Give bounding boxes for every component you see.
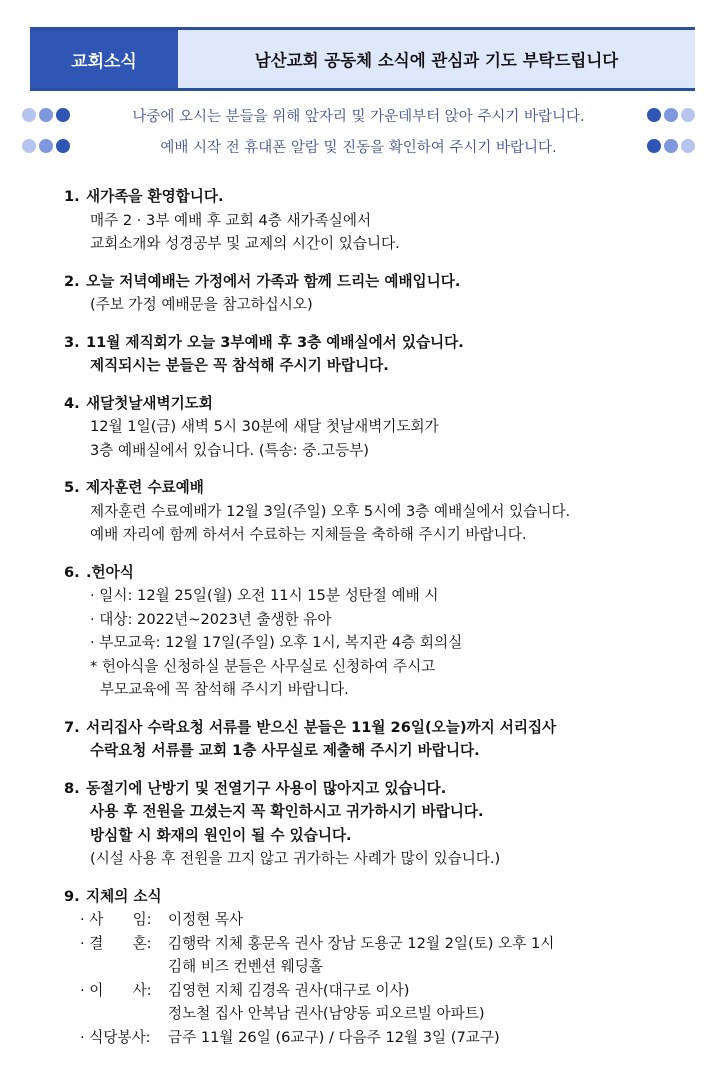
notice-row [22,135,695,157]
item-text: (주보 가정 예배문을 참고하십시오) [90,296,313,313]
header-banner [30,27,695,91]
news-row [64,1026,684,1050]
news-value: 금주 11월 26일 (6교구) / 다음주 12월 3일 (7교구) [168,1028,500,1046]
announcement-item [64,392,684,463]
item-text: * 헌아식을 신청하실 분들은 사무실로 신청하여 주시고 [90,657,436,675]
announcement-item [64,185,684,256]
announcement-item [64,331,684,378]
item-number: 1. [64,188,80,205]
item-text: · 대상: 2022년~2023년 출생한 유아 [90,610,332,628]
item-text: 교회소개와 성경공부 및 교제의 시간이 있습니다. [90,235,400,252]
news-row [64,932,684,956]
item-number: 9. [64,887,80,905]
item-number: 8. [64,779,80,797]
dots-left-icon [22,108,74,122]
item-text: · 일시: 12월 25일(월) 오전 11시 15분 성탄절 예배 시 [90,587,439,604]
item-title: 동절기에 난방기 및 전열기구 사용이 많아지고 있습니다. [86,779,447,797]
item-title: 지체의 소식 [86,887,162,905]
announcement-item [64,270,684,317]
item-text: 매주 2 · 3부 예배 후 교회 4층 새가족실에서 [90,211,372,229]
news-value: 김행락 지체 홍문옥 권사 장남 도용군 12월 2일(토) 오후 1시 [168,934,555,952]
news-label: · 사 임: [80,911,152,928]
item-text: 부모교육에 꼭 참석해 주시기 바랍니다. [100,681,349,698]
item-text: 예배 자리에 함께 하셔서 수료하는 지체들을 축하해 주시기 바랍니다. [90,526,527,543]
item-number: 5. [64,479,80,496]
item-title: 오늘 저녁예배는 가정에서 가족과 함께 드리는 예배입니다. [86,272,461,290]
notice-row [22,104,695,126]
item-text: 12월 1일(금) 새벽 5시 30분에 새달 첫날새벽기도회가 [90,418,439,435]
header-title: 남산교회 공동체 소식에 관심과 기도 부탁드립니다 [178,30,695,88]
news-continuation: 김해 비즈 컨벤션 웨딩홀 [168,958,323,975]
item-text: · 부모교육: 12월 17일(주일) 오후 1시, 복지관 4층 회의실 [90,634,463,651]
announcement-item [64,716,684,763]
news-continuation: 정노철 집사 안복남 권사(남양동 피오르빌 아파트) [168,1005,485,1022]
item-text: (시설 사용 후 전원을 끄지 않고 귀가하는 사례가 많이 있습니다.) [90,850,501,867]
item-title: 11월 제직회가 오늘 3부예배 후 3층 예배실에서 있습니다. [86,333,464,351]
notice-text: 나중에 오시는 분들을 위해 앞자리 및 가운데부터 앉아 주시기 바랍니다. [132,108,585,125]
item-title: 서리집사 수락요청 서류를 받으신 분들은 11월 26일(오늘)까지 서리집사 [86,718,557,736]
item-text: 제직되시는 분들은 꼭 참석해 주시기 바랍니다. [90,357,389,374]
news-value: 이정현 목사 [168,911,244,928]
news-label: · 결 혼: [80,934,152,952]
item-title: .헌아식 [86,563,134,581]
header-label: 교회소식 [30,30,178,88]
announcement-item [64,777,684,871]
item-title: 새가족을 환영합니다. [86,188,224,205]
announcement-item [64,476,684,547]
announcement-list [64,185,684,1063]
news-row [64,979,684,1003]
item-number: 2. [64,272,80,290]
news-section [64,885,684,1050]
dots-right-icon [643,139,695,153]
item-text: 수락요청 서류를 교회 1층 사무실로 제출해 주시기 바랍니다. [90,742,480,759]
notice-text: 예배 시작 전 휴대폰 알람 및 진동을 확인하여 주시기 바랍니다. [160,139,557,156]
news-row [64,908,684,932]
item-text: 방심할 시 화재의 원인이 될 수 있습니다. [90,826,352,844]
item-number: 7. [64,718,80,736]
news-label: · 식당봉사: [80,1028,151,1046]
item-number: 3. [64,333,80,351]
item-number: 6. [64,563,80,581]
dots-right-icon [643,108,695,122]
item-text: 3층 예배실에서 있습니다. (특송: 중.고등부) [90,441,369,459]
item-title: 새달첫날새벽기도회 [86,394,213,412]
item-title: 제자훈련 수료예배 [86,479,204,496]
dots-left-icon [22,139,74,153]
item-text: 제자훈련 수료예배가 12월 3일(주일) 오후 5시에 3층 예배실에서 있습니다. [90,502,571,520]
announcement-item [64,561,684,702]
item-text: 사용 후 전원을 끄셨는지 꼭 확인하시고 귀가하시기 바랍니다. [90,803,484,820]
news-value: 김영현 지체 김경옥 권사(대구로 이사) [168,981,410,999]
item-number: 4. [64,394,80,412]
news-label: · 이 사: [80,981,152,999]
